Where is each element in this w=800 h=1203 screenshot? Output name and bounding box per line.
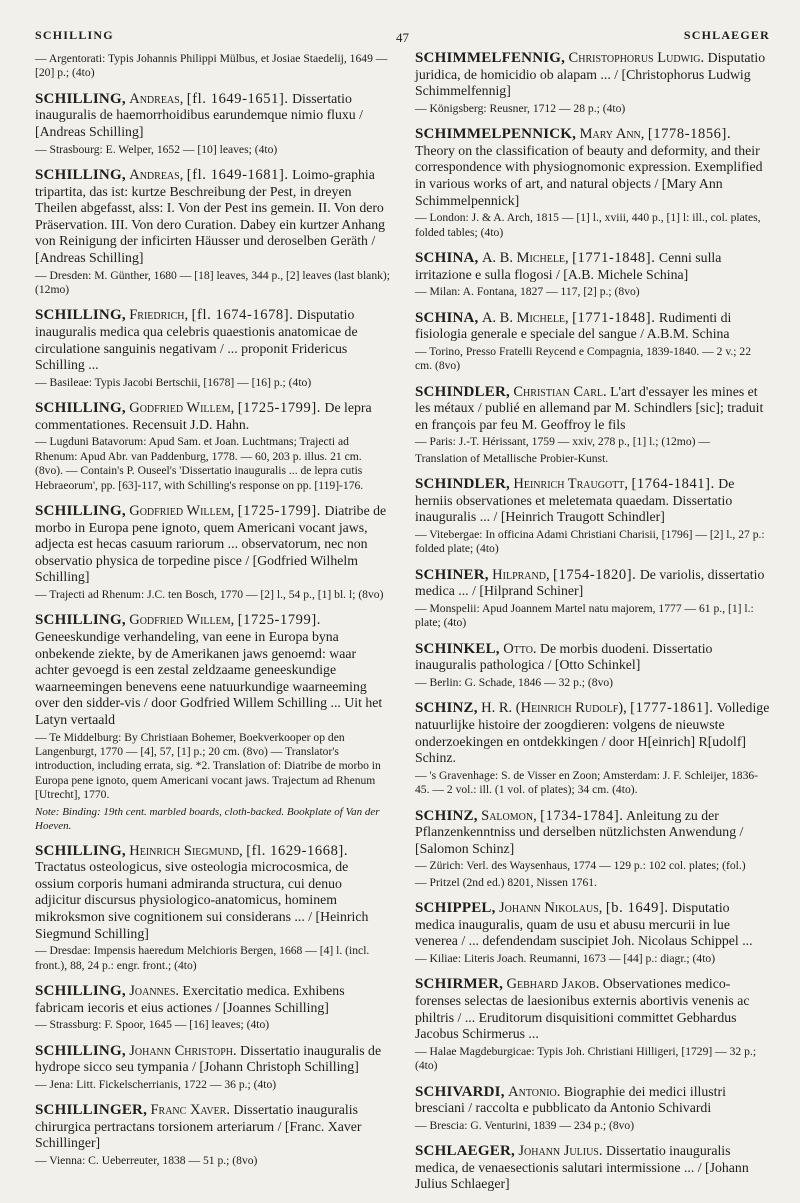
catalog-entry — [35, 1102, 390, 1168]
entry-main-text — [415, 567, 770, 600]
entry-imprint: — Jena: Litt. Fickelscherrianis, 1722 — 36 p.; (4to) — [35, 1077, 277, 1091]
entry-imprint: — Paris: J.-T. Hérissant, 1759 — xxiv, 278 p., [1] l.; (12mo) — — [415, 435, 710, 449]
entry-surname: SCHILLING, — [35, 90, 126, 107]
entry-dates: [1777-1861]. — [630, 700, 714, 717]
catalog-entry — [35, 307, 390, 390]
entry-surname: SCHILLING, — [35, 842, 126, 859]
entry-title: De lepra commentationes. Recensuit J.D. Hahn. — [35, 400, 372, 432]
entry-imprint: — Kiliae: Literis Joach. Reumanni, 1673 — [44] p.: diagr.; (4to) — [415, 951, 716, 965]
entry-title: Exercitatio medica. Exhibens fabricam iecoris et eius actiones / [Joannes Schilling] — [35, 982, 345, 1015]
entry-imprint: — Berlin: G. Schade, 1846 — 32 p.; (8vo) — [415, 675, 614, 689]
entry-note: Note: Binding: 19th cent. marbled boards, cloth-backed. Bookplate of Van der Hoeven. — [35, 805, 380, 832]
entry-imprint: — Dresden: M. Günther, 1680 — [18] leaves, 344 p., [2] leaves (last blank); (12mo) — [35, 268, 390, 296]
running-head-right: SCHLAEGER — [683, 28, 770, 42]
entry-title: Disputatio juridica, de homicidio ob alapam ... / [Christophorus Ludwig Schimmelfennig] — [415, 50, 766, 99]
catalog-entry — [35, 167, 390, 297]
entry-surname: SCHIVARDI, — [415, 1083, 505, 1100]
catalog-entry — [415, 900, 770, 966]
entry-dates: [1764-1841]. — [631, 476, 715, 493]
entry-title: Dissertatio inauguralis de hydrope sicco seu tympania / [Johann Christoph Schilling] — [35, 1042, 382, 1075]
entry-dates: [1771-1848]. — [572, 309, 656, 326]
entry-title: De herniis observationes et meletemata quaedam. Dissertatio inauguralis ... / [Heinrich Traugott Schindler] — [415, 476, 735, 525]
entry-title: Dissertatio inauguralis chirurgica pertractans torsionem arteriarum / [Franc. Xaver Schillinger] — [35, 1102, 362, 1151]
entry-surname: SCHILLING, — [35, 982, 126, 999]
entry-imprint: — London: J. & A. Arch, 1815 — [1] l., xviii, 440 p., [1] l: ill., col. plates, folded tables; (4to) — [415, 211, 761, 239]
entry-imprint: — Torino, Presso Fratelli Reycend e Compagnia, 1839-1840. — 2 v.; 22 cm. (8vo) — [415, 344, 752, 373]
catalog-entry — [415, 384, 770, 467]
entry-main-text — [415, 476, 770, 526]
entry-main-text — [415, 50, 770, 100]
entry-given-name: Joannes. — [129, 982, 180, 999]
entry-main-text — [415, 310, 770, 343]
entry-title: Rudimenti di fisiologia generale e speciale del sangue / A.B.M. Schina — [415, 309, 732, 342]
entry-continuation: — Pritzel (2nd ed.) 8201, Nissen 1761. — [415, 875, 597, 889]
entry-given-name: A. B. Michele, — [481, 249, 569, 266]
entry-title: Dissertatio inauguralis de haemorrhoidibus earundemque nimio fluxu / [Andreas Schilling] — [35, 90, 363, 139]
entry-title: Theory on the classification of beauty and deformity, and their correspondence with physiognomonic expression. Exemplified in various works of art, and natural objects / [Mary Ann Schimmelpennick] — [415, 142, 763, 208]
entry-surname: SCHIRMER, — [415, 976, 504, 993]
entry-given-name: Godfried Willem, — [129, 612, 235, 629]
catalog-entry — [35, 91, 390, 157]
entry-surname: SCHINA, — [415, 309, 479, 326]
entry-surname: SCHIPPEL, — [415, 900, 496, 917]
entry-imprint: — Halae Magdeburgicae: Typis Joh. Christiani Hilligeri, [1729] — 32 p.; (4to) — [415, 1044, 757, 1073]
entry-imprint: — Argentorati: Typis Johannis Philippi Mülbus, et Josiae Staedelij, 1649 — [20] p.; (4to) — [35, 52, 388, 80]
catalog-entry — [35, 503, 390, 602]
catalog-entry — [35, 612, 390, 832]
entry-surname: SCHILLINGER, — [35, 1102, 148, 1119]
entry-given-name: Christophorus Ludwig. — [568, 50, 705, 66]
entry-title: Tractatus osteologicus, sive osteologia microcosmica, de ossium corporis humani admiranda structura, cui denuo adjicitur discursus physiologico-anatomicus, hominem mikroksmon sive cognitionem sui considerans ... / [Heinrich Siegmund Schilling] — [35, 859, 369, 941]
entry-surname: SCHINDLER, — [415, 476, 510, 493]
entry-given-name: Andreas, — [129, 167, 184, 183]
catalog-entry — [415, 641, 770, 691]
catalog-entry — [415, 567, 770, 631]
entry-surname: SCHINKEL, — [415, 640, 500, 657]
catalog-entry — [415, 50, 770, 116]
entry-given-name: Hilprand, — [492, 566, 550, 583]
entry-surname: SCHINZ, — [415, 700, 478, 717]
entry-imprint: — Brescia: G. Venturini, 1839 — 234 p.; (8vo) — [415, 1118, 635, 1132]
entry-columns — [35, 50, 770, 1203]
entry-surname: SCHIMMELPENNICK, — [415, 126, 577, 143]
entry-dates: [1754-1820]. — [553, 566, 637, 583]
entry-title: Biographie dei medici illustri bresciani / raccolta e pubblicato da Antonio Schivardi — [415, 1083, 726, 1116]
entry-imprint: — Basileae: Typis Jacobi Bertschii, [1678] — [16] p.; (4to) — [35, 375, 312, 389]
entry-surname: SCHINZ, — [415, 807, 478, 824]
entry-main-text — [35, 307, 390, 373]
entry-imprint: — Vienna: C. Ueberreuter, 1838 — 51 p.; (8vo) — [35, 1153, 258, 1167]
entry-given-name: A. B. Michele, — [481, 309, 569, 326]
entry-imprint: — Milan: A. Fontana, 1827 — 117, [2] p.; (8vo) — [415, 285, 640, 299]
entry-dates: [fl. 1674-1678]. — [191, 307, 294, 324]
catalog-entry — [415, 1084, 770, 1134]
entry-main-text — [35, 400, 390, 433]
entry-title: Geneeskundige verhandeling, van eene in Europa byna onbekende ziekte, by de Amerikanen jaws genoemd: waar achter gevoegd is een zestal zeldzaame geneeskundige waarneemingen benevens eene natuurkundige waarneeming over den sidder-vis / door Godfried Willem Schilling ... Uit het Latyn vertaald — [35, 628, 383, 727]
entry-surname: SCHINDLER, — [415, 383, 510, 400]
entry-surname: SCHILLING, — [35, 612, 126, 629]
entry-main-text — [415, 384, 770, 434]
entry-main-text — [35, 612, 390, 728]
entry-title: Observationes medico-forenses selectas de laesionibus externis abortivis venenis ac philtris / ... Eruditorum disquisitioni committet Gebhardus Jacobus Schirmerus ... — [415, 976, 750, 1042]
entry-imprint: — Vitebergae: In officina Adami Christiani Charisii, [1796] — [2] l., 27 p.: folded plate; (4to) — [415, 527, 765, 556]
entry-surname: SCHILLING, — [35, 400, 126, 417]
entry-main-text — [415, 700, 770, 766]
entry-imprint: — Dresdae: Impensis haeredum Melchioris Bergen, 1668 — [4] l. (incl. front.), 88, 24 p.: engr. front.; (4to) — [35, 944, 370, 972]
entry-dates: [1778-1856]. — [647, 126, 732, 143]
entry-given-name: H. R. (Heinrich Rudolf), — [481, 700, 627, 717]
entry-main-text — [35, 91, 390, 141]
catalog-entry — [35, 52, 390, 81]
catalog-entry — [415, 1143, 770, 1193]
left-column — [35, 50, 390, 1203]
catalog-entry — [35, 983, 390, 1033]
entry-given-name: Johann Julius. — [518, 1143, 603, 1160]
entry-given-name: Heinrich Siegmund, — [129, 842, 243, 859]
entry-title: Volledige natuurlijke histoire der zoogdieren: volgens de nieuwste onderzoekingen en ontdekkingen / door H[einrich] R[udolf] Schinz. — [415, 700, 770, 766]
entry-title: Diatribe de morbo in Europa pene ignoto, quem Americani vocant jaws, adjecta est hecas casuum rariorum ... observatorum, nec non observatio physica de torpedine pisce / [Godfried Wilhelm Schilling] — [35, 502, 387, 585]
entry-surname: SCHILLING, — [35, 1042, 126, 1059]
entry-surname: SCHINA, — [415, 249, 479, 266]
catalog-entry — [415, 700, 770, 797]
entry-imprint: — 's Gravenhage: S. de Visser en Zoon; Amsterdam: J. F. Schleijer, 1836-45. — 2 vol.: ill. (1 vol. of plates); 34 cm. (4to). — [415, 768, 759, 797]
catalog-entry — [415, 476, 770, 557]
entry-given-name: Mary Ann, — [579, 126, 645, 143]
entry-given-name: Godfried Willem, — [129, 502, 235, 519]
catalog-entry — [35, 400, 390, 493]
page-number: 47 — [396, 30, 409, 45]
entry-main-text — [415, 1143, 770, 1193]
entry-title: De morbis duodeni. Dissertatio inauguralis pathologica / [Otto Schinkel] — [415, 640, 713, 673]
catalog-entry — [415, 976, 770, 1073]
entry-given-name: Franc Xaver. — [150, 1102, 230, 1119]
entry-title: Dissertatio inauguralis medica, de venaesectionis salutari intermissione ... / [Johann Julius Schlaeger] — [415, 1143, 749, 1192]
entry-surname: SCHIMMELFENNIG, — [415, 50, 566, 66]
entry-given-name: Heinrich Traugott, — [513, 476, 629, 493]
entry-main-text — [415, 641, 770, 674]
catalog-entry — [35, 843, 390, 973]
entry-given-name: Godfried Willem, — [129, 400, 235, 417]
entry-dates: [fl. 1629-1668]. — [246, 842, 349, 859]
entry-continuation: Translation of Metallische Probier-Kunst. — [415, 451, 609, 465]
entry-dates: [1734-1784]. — [540, 807, 624, 824]
entry-title: Disputatio inauguralis medica qua celebris quaestionis anatomicae de circulatione sanguinis negativam / ... proponit Fridericus Schilling ... — [35, 307, 358, 373]
entry-main-text — [35, 843, 390, 943]
entry-main-text — [415, 126, 770, 209]
entry-imprint: — Strasbourg: E. Welper, 1652 — [10] leaves; (4to) — [35, 142, 278, 156]
entry-title: L'art d'essayer les mines et les métaux / publié en allemand par M. Schindlers [sic]; traduit en françois par feu M. Geoffroy le fils — [415, 383, 764, 432]
entry-surname: SCHLAEGER, — [415, 1143, 515, 1160]
catalog-entry — [415, 250, 770, 300]
entry-imprint: — Zürich: Verl. des Waysenhaus, 1774 — 129 p.: 102 col. plates; (fol.) — [415, 859, 746, 873]
entry-surname: SCHILLING, — [35, 502, 126, 519]
entry-main-text — [415, 900, 770, 950]
entry-surname: SCHINER, — [415, 566, 489, 583]
entry-given-name: Salomon, — [481, 807, 537, 824]
entry-given-name: Johann Nikolaus, — [499, 900, 603, 917]
entry-main-text — [35, 1043, 390, 1076]
entry-given-name: Gebhard Jakob. — [506, 976, 600, 993]
entry-dates: [b. 1649]. — [605, 900, 669, 917]
entry-dates: [1725-1799]. — [237, 502, 322, 519]
entry-given-name: Antonio. — [508, 1083, 561, 1100]
entry-dates: [1771-1848]. — [572, 249, 656, 266]
entry-given-name: Otto. — [503, 640, 537, 657]
entry-title: Cenni sulla irritazione e sulla flogosi / [A.B. Michele Schina] — [415, 249, 722, 282]
entry-given-name: Johann Christoph. — [129, 1042, 237, 1059]
entry-given-name: Christian Carl. — [513, 383, 607, 400]
entry-given-name: Friedrich, — [129, 307, 189, 324]
entry-main-text — [415, 1084, 770, 1117]
entry-surname: SCHILLING, — [35, 307, 126, 324]
entry-main-text — [415, 976, 770, 1042]
entry-dates: [1725-1799]. — [237, 612, 322, 629]
entry-imprint: — Trajecti ad Rhenum: J.C. ten Bosch, 1770 — [2] l., 54 p., [1] bl. l; (8vo) — [35, 587, 384, 601]
entry-imprint: — Te Middelburg: By Christiaan Bohemer, Boekverkooper op den Langenburgt, 1770 — [4], 57, [1] p.; 20 cm. (8vo) — Translator's introduction, including errata, sig. *2. Translation of: Diatribe de morbo in Europa pene ignoto, quem Americani vocant jaws. Trajectum ad Rhenum [Utrecht], 1770. — [35, 730, 381, 802]
entry-main-text — [35, 1102, 390, 1152]
entry-main-text — [35, 983, 390, 1016]
entry-main-text — [35, 503, 390, 586]
entry-title: Loimo-graphia tripartita, das ist: kurtze Beschreibung der Pest, in dreyen Theilen abgefasst, alss: I. Von der Pest ins gemein. II. Von dero Präservation. III. Von dero Curation. Dabey ein kurtzer Anhang von Reinigung der inficirten Häusser und deroselben Geräth / [Andreas Schilling] — [35, 167, 386, 265]
entry-title: De variolis, dissertatio medica ... / [Hilprand Schiner] — [415, 566, 765, 599]
right-column — [415, 50, 770, 1203]
entry-dates: [1725-1799]. — [237, 400, 322, 417]
entry-main-text — [35, 167, 390, 267]
entry-imprint: — Strassburg: F. Spoor, 1645 — [16] leaves; (4to) — [35, 1018, 270, 1032]
entry-title: Disputatio medica inauguralis, quam de usu et abusu mercurii in lue venerea / ... defendendam suscipiet Joh. Nicolaus Schippel ... — [415, 900, 753, 949]
entry-imprint: — Monspelii: Apud Joannem Martel natu majorem, 1777 — 61 p., [1] l.: plate; (4to) — [415, 601, 754, 630]
entry-imprint: — Lugduni Batavorum: Apud Sam. et Joan. Luchtmans; Trajecti ad Rhenum: Apud Abr. van Paddenburg, 1778. — 60, 203 p. illus. 21 cm. (8vo). — Contain's P. Ouseel's 'Dissertatio inauguralis ... de lepra cutis Hebraeorum', pp. [63]-117, with Schilling's response on pp. [119]-176. — [35, 435, 364, 492]
entry-main-text — [415, 250, 770, 283]
entry-title: Anleitung zu der Pflanzenkenntniss und derselben nützlichsten Anwendung / [Salomon Schinz] — [415, 807, 744, 856]
catalog-entry — [415, 310, 770, 374]
running-head-left: SCHILLING — [35, 28, 114, 42]
entry-dates: [fl. 1649-1681]. — [186, 167, 289, 183]
entry-main-text — [415, 808, 770, 858]
entry-surname: SCHILLING, — [35, 167, 126, 183]
catalog-entry — [415, 808, 770, 891]
running-head — [35, 24, 770, 44]
entry-imprint: — Königsberg: Reusner, 1712 — 28 p.; (4to) — [415, 101, 626, 115]
entry-dates: [fl. 1649-1651]. — [186, 90, 289, 107]
catalog-entry — [415, 126, 770, 240]
entry-given-name: Andreas, — [129, 90, 184, 107]
catalog-entry — [35, 1043, 390, 1093]
